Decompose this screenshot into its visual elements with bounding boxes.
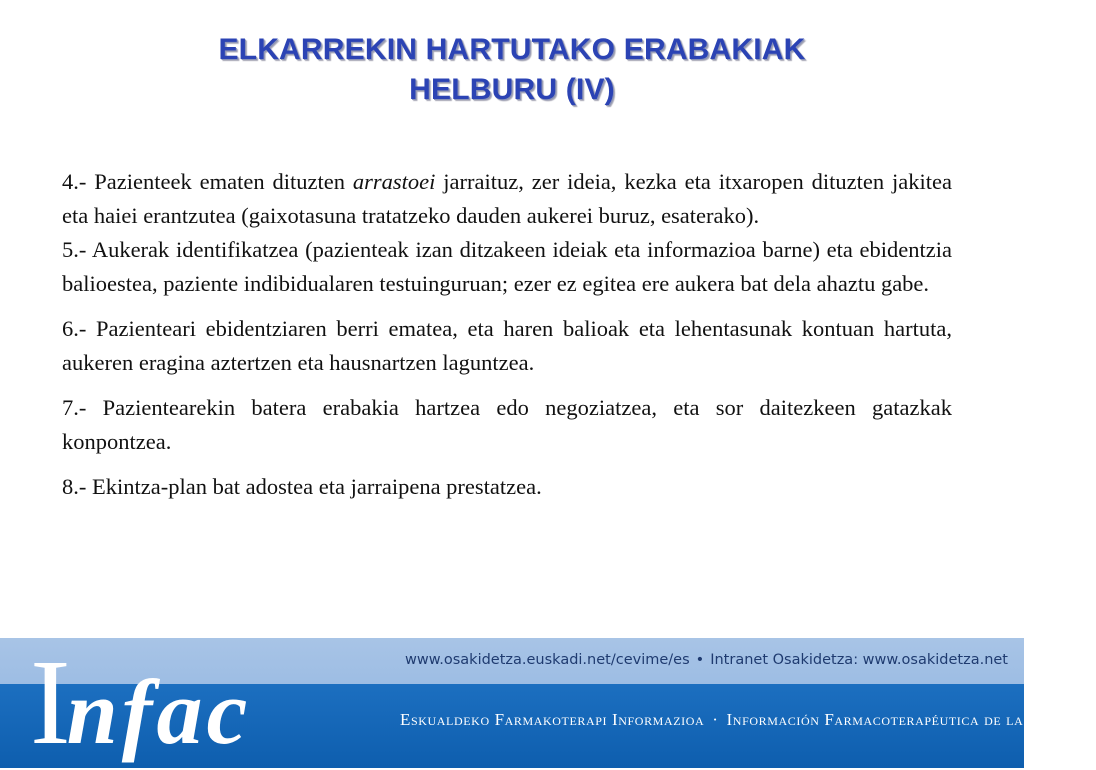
footer-links xyxy=(405,652,1008,668)
footer-tagline xyxy=(400,710,1096,730)
paragraph-7: 7.- Pazientearekin batera erabakia hartzea edo negoziatzea, eta sor daitezkeen gatazkak konpontzea. xyxy=(62,395,952,454)
link-intranet[interactable]: Intranet Osakidetza: www.osakidetza.net xyxy=(710,652,1008,668)
slide-body xyxy=(62,165,952,504)
tagline-basque: Eskualdeko Farmakoterapi Informazioa xyxy=(400,710,705,729)
link-cevime[interactable]: www.osakidetza.euskadi.net/cevime/es xyxy=(405,652,690,668)
slide-title xyxy=(0,30,1024,110)
infac-logo xyxy=(30,635,252,770)
title-line-2: HELBURU (IV) xyxy=(409,73,615,106)
paragraph-6: 6.- Pazienteari ebidentziaren berri ematea, eta haren balioak eta lehentasunak kontuan hartuta, aukeren eragina aztertzen eta hausnartzen laguntzea. xyxy=(62,316,952,375)
paragraph-4-before: 4.- Pazienteek ematen dituzten xyxy=(62,169,353,194)
tagline-spanish: Información Farmacoterapéutica de la Comarca xyxy=(726,710,1096,729)
tagline-separator: · xyxy=(712,710,719,729)
link-separator: • xyxy=(695,652,705,668)
logo-rest: nfac xyxy=(66,661,252,763)
paragraph-4 xyxy=(62,165,952,233)
paragraph-4-emphasis: arrastoei xyxy=(352,169,436,194)
paragraph-5: 5.- Aukerak identifikatzea (pazienteak izan ditzakeen ideiak eta informazioa barne) eta ebidentzia balioestea, paziente indibidualaren testuinguruan; ezer ez egitea ere aukera bat dela ahaztu gabe. xyxy=(62,237,952,296)
paragraph-8: 8.- Ekintza-plan bat adostea eta jarraipena prestatzea. xyxy=(62,474,542,499)
logo-capital: I xyxy=(30,635,67,770)
title-line-1: ELKARREKIN HARTUTAKO ERABAKIAK xyxy=(218,33,806,66)
footer-banner xyxy=(0,635,1096,770)
paragraph-4-after: jarraituz, zer ideia, kezka eta itxaropen dituzten jakitea eta haiei erantzutea (gaixotasuna tratatzeko dauden aukerei buruz, esaterako). xyxy=(62,169,952,228)
